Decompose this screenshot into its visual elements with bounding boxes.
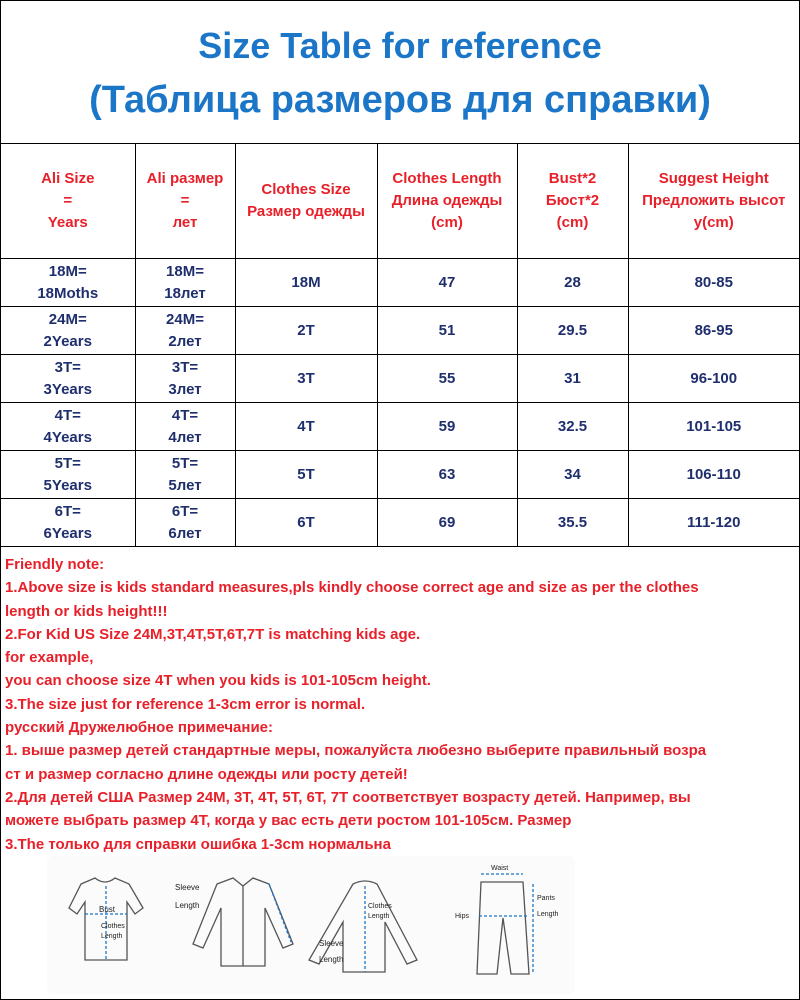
cell-size: 18M <box>235 259 377 307</box>
cell-length: 63 <box>377 451 517 499</box>
note-line: Friendly note: <box>5 556 105 573</box>
pants-icon <box>477 874 533 974</box>
measurement-diagram-svg <box>47 856 575 994</box>
label-pants: Pants <box>537 895 555 902</box>
label-bust: Bust <box>99 905 116 914</box>
note-line: 1.Above size is kids standard measures,pls kindly choose correct age and size as per the clothes <box>5 579 699 597</box>
cell-bust: 31 <box>517 355 628 403</box>
measurement-diagram <box>47 856 575 994</box>
cell-length: 69 <box>377 499 517 547</box>
shirt-icon <box>193 878 293 966</box>
cell-height: 86-95 <box>628 307 799 355</box>
cell-ali-ru: 4T= 4лет <box>135 403 235 451</box>
header-ali-size: Ali Size = Years <box>1 144 135 259</box>
table-row <box>1 403 799 451</box>
cell-bust: 28 <box>517 259 628 307</box>
cell-bust: 32.5 <box>517 403 628 451</box>
cell-bust: 35.5 <box>517 499 628 547</box>
cell-length: 47 <box>377 259 517 307</box>
table-row <box>1 451 799 499</box>
cell-ali-ru: 18M= 18лет <box>135 259 235 307</box>
cell-ali-ru: 3T= 3лет <box>135 355 235 403</box>
size-table <box>1 144 799 547</box>
label-sweater-sleeve-length: Length <box>319 955 344 964</box>
friendly-notes <box>5 553 797 856</box>
cell-bust: 34 <box>517 451 628 499</box>
header-suggest-height: Suggest Height Предложить высот у(cm) <box>628 144 799 259</box>
cell-ali-years: 18M= 18Moths <box>1 259 135 307</box>
cell-ali-ru: 5T= 5лет <box>135 451 235 499</box>
tshirt-icon <box>69 878 143 960</box>
label-sleeve: Sleeve <box>175 883 200 892</box>
table-row <box>1 307 799 355</box>
cell-length: 51 <box>377 307 517 355</box>
cell-size: 2T <box>235 307 377 355</box>
header-ali-razmer: Ali размер = лет <box>135 144 235 259</box>
cell-height: 106-110 <box>628 451 799 499</box>
note-line: 3.The size just for reference 1-3cm error is normal. <box>5 695 366 713</box>
cell-length: 55 <box>377 355 517 403</box>
note-line: 1. выше размер детей стандартные меры, пожалуйста любезно выберите правильный возра <box>5 742 707 760</box>
label-waist: Waist <box>491 865 509 872</box>
table-row <box>1 259 799 307</box>
cell-ali-years: 3T= 3Years <box>1 355 135 403</box>
label-length: Length <box>101 933 123 940</box>
cell-size: 6T <box>235 499 377 547</box>
cell-height: 96-100 <box>628 355 799 403</box>
note-line: you can choose size 4T when you kids is 101-105cm height. <box>5 672 431 690</box>
cell-ali-years: 4T= 4Years <box>1 403 135 451</box>
cell-ali-years: 24M= 2Years <box>1 307 135 355</box>
header-bust: Bust*2 Бюст*2 (cm) <box>517 144 628 259</box>
cell-size: 5T <box>235 451 377 499</box>
note-line: можете выбрать размер 4T, когда у вас есть дети ростом 101-105см. Размер <box>5 812 572 830</box>
cell-size: 3T <box>235 355 377 403</box>
cell-ali-ru: 24M= 2лет <box>135 307 235 355</box>
cell-ali-years: 5T= 5Years <box>1 451 135 499</box>
title-box <box>1 1 799 144</box>
note-line: 3.The только для справки ошибка 1-3cm нормальна <box>5 835 391 853</box>
table-row <box>1 499 799 547</box>
label-clothes: Clothes <box>101 923 125 930</box>
table-row <box>1 355 799 403</box>
label-sweater-sleeve: Sleeve <box>319 939 344 948</box>
header-clothes-size: Clothes Size Размер одежды <box>235 144 377 259</box>
table-header-row <box>1 144 799 259</box>
label-sweater-length: Length <box>368 913 390 920</box>
title-english: Size Table for reference <box>198 25 602 66</box>
cell-size: 4T <box>235 403 377 451</box>
note-line: русский Дружелюбное примечание: <box>5 719 274 737</box>
cell-height: 111-120 <box>628 499 799 547</box>
header-clothes-length: Clothes Length Длина одежды (cm) <box>377 144 517 259</box>
cell-height: 101-105 <box>628 403 799 451</box>
cell-ali-years: 6T= 6Years <box>1 499 135 547</box>
note-line: 2.Для детей США Размер 24M, 3T, 4T, 5T, 6T, 7T соответствует возрасту детей. Например, вы <box>5 788 691 806</box>
label-pants-length: Length <box>537 911 559 918</box>
cell-length: 59 <box>377 403 517 451</box>
note-line: 2.For Kid US Size 24M,3T,4T,5T,6T,7T is matching kids age. <box>5 625 421 643</box>
cell-height: 80-85 <box>628 259 799 307</box>
cell-ali-ru: 6T= 6лет <box>135 499 235 547</box>
label-sleeve-length: Length <box>175 901 200 910</box>
title-russian: (Таблица размеров для справки) <box>89 79 711 121</box>
label-hips: Hips <box>455 913 470 920</box>
note-line: length or kids height!!! <box>5 602 168 620</box>
note-line: ст и размер согласно длине одежды или росту детей! <box>5 765 408 783</box>
note-line: for example, <box>5 649 94 667</box>
label-sweater-clothes: Clothes <box>368 903 392 910</box>
cell-bust: 29.5 <box>517 307 628 355</box>
